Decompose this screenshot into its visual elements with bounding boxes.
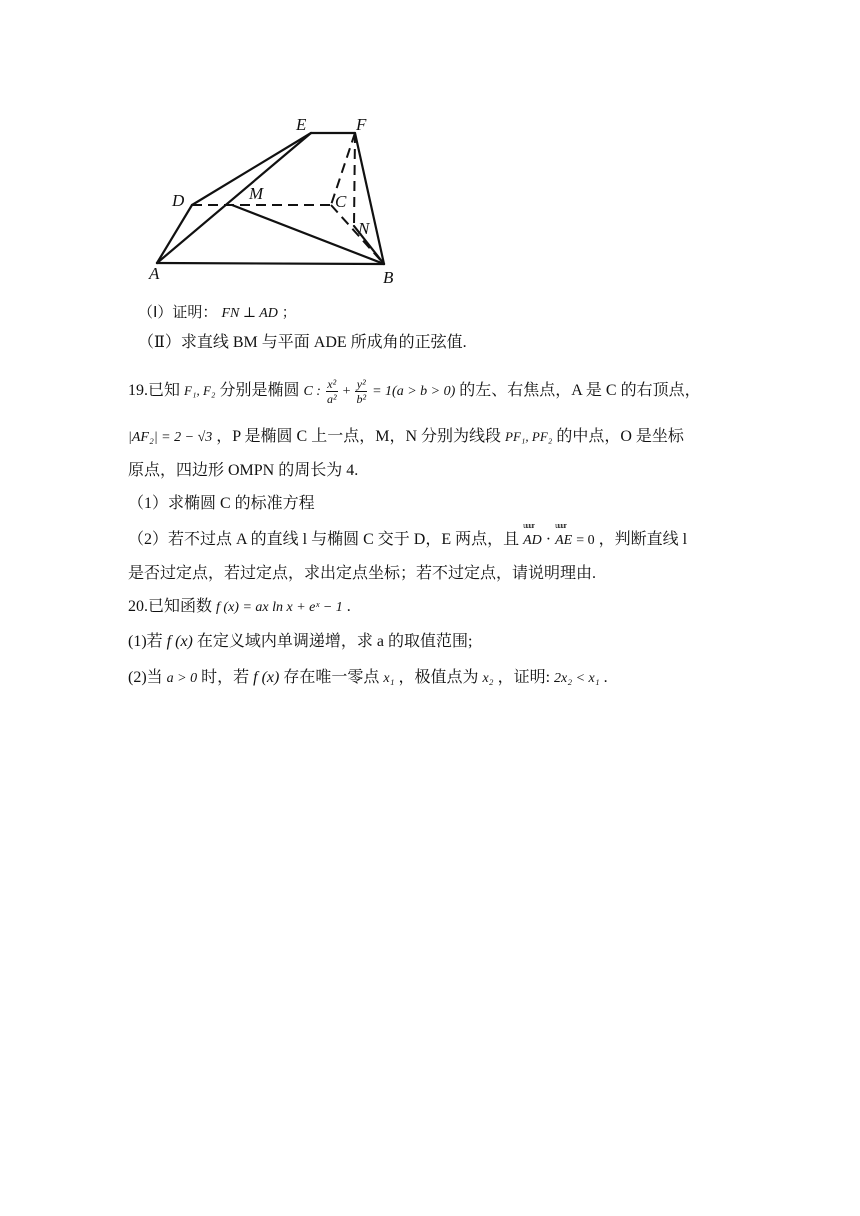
q19-mid: 分别是椭圆	[219, 382, 300, 399]
q19-segs: PF₁, PF₂	[505, 429, 553, 444]
label-D: D	[172, 191, 185, 210]
q19-ellipse-c: C :	[303, 384, 321, 399]
q20-line1	[128, 597, 351, 618]
q19-part1: （1）求椭圆 C 的标准方程	[128, 495, 315, 512]
vector-AD-arrow: uuur	[523, 521, 534, 530]
q19-part2-line2: 是否过定点，若过定点，求出定点坐标；若不过定点，请说明理由.	[128, 565, 597, 582]
q19-vec-eq: = 0	[576, 533, 595, 548]
q20-p2-c: 存在唯一零点	[283, 669, 380, 686]
label-C: C	[335, 192, 347, 211]
label-M: M	[249, 184, 264, 203]
vector-AD-label: AD	[523, 533, 542, 548]
q19-prefix: 19.已知	[128, 382, 181, 399]
frac-y-den: b²	[356, 391, 367, 406]
q20-prefix: 20.已知函数	[128, 598, 213, 615]
label-N: N	[358, 219, 370, 238]
frac-x-den: a²	[326, 391, 337, 406]
q20-p2-x1: x₁	[383, 671, 395, 686]
q19-part2-a: （2）若不过点 A 的直线 l 与椭圆 C 交于 D，E 两点，且	[128, 531, 520, 548]
q18-part1-prefix: （Ⅰ）证明：	[138, 303, 218, 321]
q19-part2	[128, 521, 688, 551]
frac-y-num: y²	[356, 376, 366, 391]
q19-line1-end: 的左、右焦点，A 是 C 的右顶点，	[459, 382, 701, 399]
q20-p2-e: ，证明:	[497, 669, 551, 686]
q20-function: f (x) = ax ln x + eˣ − 1	[216, 600, 343, 615]
q18-part2: （Ⅱ）求直线 BM 与平面 ADE 所成角的正弦值.	[138, 334, 467, 351]
q18-part1-math: FN ⊥ AD	[221, 306, 278, 321]
q20-p2-end: .	[603, 669, 608, 686]
q20-p1-b: 在定义域内单调递增，求 a 的取值范围;	[196, 633, 473, 650]
q19-plus: +	[342, 384, 351, 399]
geometry-figure	[140, 108, 430, 294]
q20-p2-a: (2)当	[128, 669, 163, 686]
q20-p2-x2: x₂	[482, 671, 494, 686]
q20-p1-math: f (x)	[166, 633, 193, 650]
q19-part2-b: ，判断直线 l	[598, 531, 688, 548]
q19-line2-end: 的中点，O 是坐标	[556, 428, 684, 445]
q19-line2-text: ，P 是椭圆 C 上一点，M，N 分别为线段	[216, 428, 502, 445]
q20-p2-ineq: 2x₂ < x₁	[554, 671, 600, 686]
frac-x-num: x²	[327, 376, 337, 391]
q20-p2-cond: a > 0	[166, 671, 198, 686]
q18-part1	[138, 302, 296, 324]
q19-foci: F₁, F₂	[184, 383, 216, 398]
edge-AB	[157, 263, 384, 264]
q20-p2-d: ，极值点为	[398, 669, 479, 686]
q19-vec-dot: ·	[545, 531, 552, 548]
q19-frac-y	[355, 377, 367, 406]
vector-AE-arrow: uuur	[555, 521, 566, 530]
q18-part1-end: ；	[281, 305, 296, 321]
q20-part2	[128, 668, 608, 689]
label-F: F	[356, 115, 367, 134]
q19-frac-x	[326, 377, 338, 406]
q19-line1	[128, 376, 701, 407]
q19-line3: 原点，四边形 OMPN 的周长为 4.	[128, 462, 359, 479]
q20-part1	[128, 632, 472, 652]
q19-line2	[128, 427, 684, 448]
vector-AE	[555, 521, 573, 551]
label-E: E	[296, 115, 307, 134]
edge-FN-dashed	[354, 133, 355, 226]
q20-p2-b: 时，若	[201, 669, 250, 686]
vector-AD	[523, 521, 542, 551]
q20-p1-a: (1)若	[128, 633, 163, 650]
vector-AE-label: AE	[555, 533, 573, 548]
q20-p2-f: f (x)	[253, 669, 280, 686]
q20-line1-end: .	[346, 598, 351, 615]
q19-eq-cond: = 1(a > b > 0)	[372, 384, 456, 399]
label-B: B	[383, 268, 394, 287]
label-A: A	[149, 264, 160, 283]
edge-AD	[157, 205, 192, 263]
q19-abs: |AF₂| = 2 − √3	[128, 430, 213, 445]
